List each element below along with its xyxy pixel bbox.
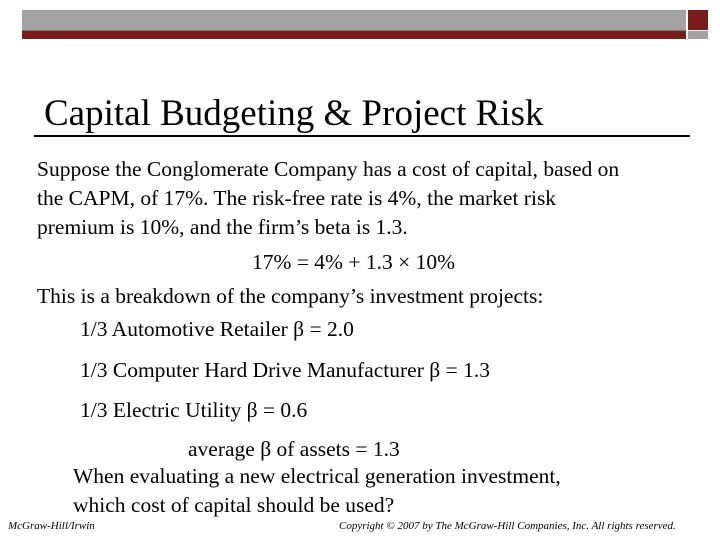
header-grey-square: [688, 31, 708, 39]
project-item: 1/3 Automotive Retailer β = 2.0: [80, 317, 354, 341]
header-red-stripe: [22, 31, 686, 39]
breakdown-intro: This is a breakdown of the company’s investment projects:: [37, 284, 544, 308]
question-line-1: When evaluating a new electrical generation investment,: [73, 464, 561, 488]
paragraph-line-3: premium is 10%, and the firm’s beta is 1.3.: [37, 215, 408, 239]
capm-equation: 17% = 4% + 1.3 × 10%: [252, 250, 455, 274]
footer-copyright: Copyright © 2007 by The McGraw-Hill Companies, Inc. All rights reserved.: [339, 520, 676, 532]
footer-publisher: McGraw-Hill/Irwin: [8, 520, 95, 532]
paragraph-line-1: Suppose the Conglomerate Company has a cost of capital, based on: [37, 157, 620, 181]
header-grey-stripe: [22, 10, 686, 31]
slide-title: Capital Budgeting & Project Risk: [44, 93, 544, 134]
average-beta: average β of assets = 1.3: [188, 437, 400, 461]
paragraph-line-2: the CAPM, of 17%. The risk-free rate is 4%, the market risk: [37, 186, 557, 210]
title-underline: [34, 135, 690, 137]
question-line-2: which cost of capital should be used?: [73, 493, 395, 517]
header-band: [22, 10, 708, 40]
header-red-square: [688, 10, 708, 30]
project-item: 1/3 Computer Hard Drive Manufacturer β = 1.3: [80, 358, 490, 382]
project-item: 1/3 Electric Utility β = 0.6: [80, 398, 308, 422]
